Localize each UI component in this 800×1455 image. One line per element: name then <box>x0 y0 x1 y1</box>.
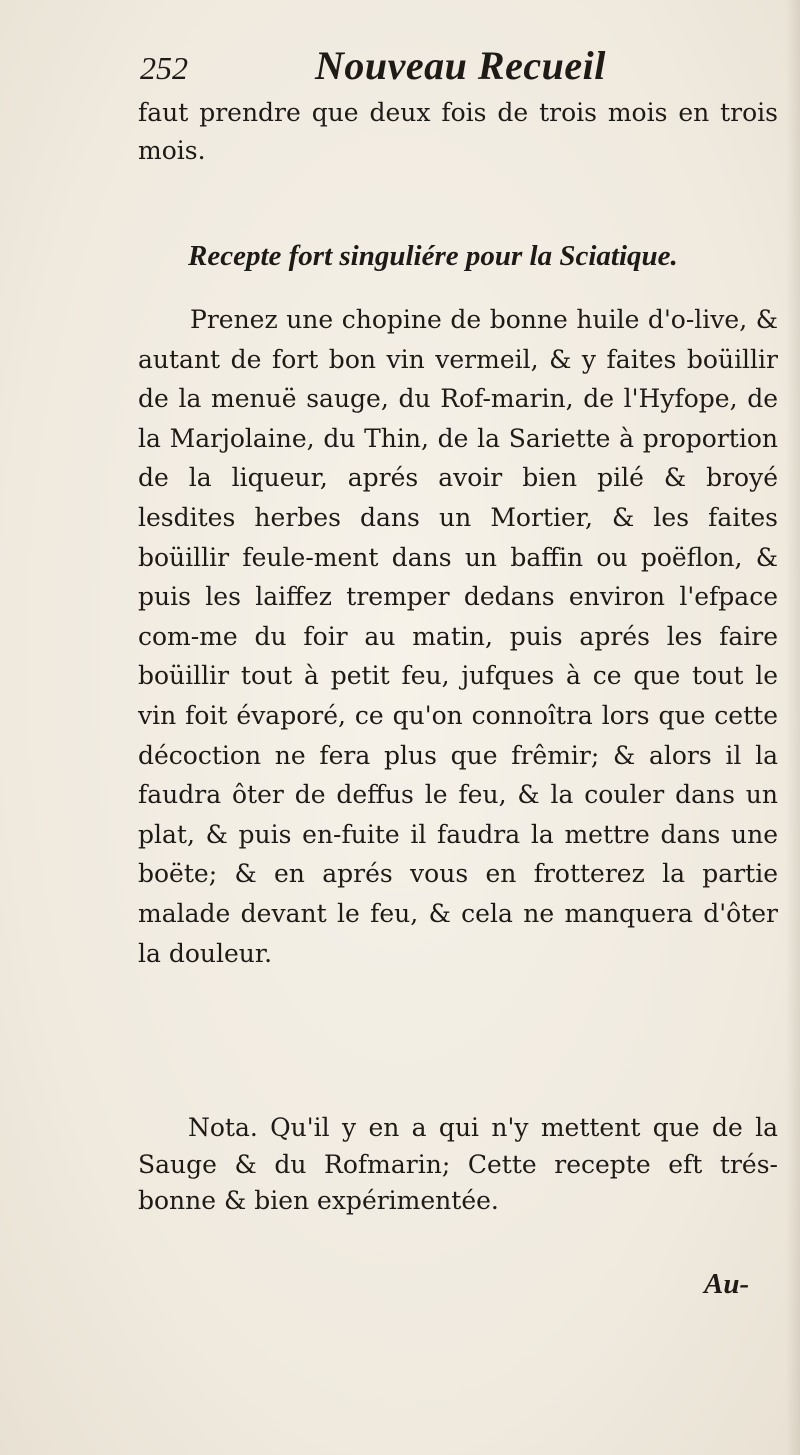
nota-paragraph: Nota. Qu'il y en a qui n'y mettent que de la Sauge & du Rofmarin; Cette recepte eft trés-bonne & bien expérimentée. <box>138 1113 778 1215</box>
page-number: 252 <box>140 50 188 86</box>
page-header <box>140 42 780 94</box>
recipe-heading: Recepte fort singuliére pour la Sciatique. <box>188 240 678 272</box>
intro-paragraph: faut prendre que deux fois de trois mois en trois mois. <box>138 98 778 165</box>
page-edge-shadow <box>786 0 800 1455</box>
recipe-body-paragraph: Prenez une chopine de bonne huile d'o-live, & autant de fort bon vin vermeil, & y faites boüillir de la menuë sauge, du Rof-marin, de l'Hyfope, de la Marjolaine, du Thin, de la Sariette à proportion de la liqueur, aprés avoir bien pilé & broyé lesdites herbes dans un Mortier, & les faites boüillir feule-ment dans un baffin ou poëflon, & puis les laiffez tremper dedans environ l'efpace com-me du foir au matin, puis aprés les faire boüillir tout à petit feu, jufques à ce que tout le vin foit évaporé, ce qu'on connoîtra lors que cette décoction ne fera plus que frêmir; & alors il la faudra ôter de deffus le feu, & la couler dans un plat, & puis en-fuite il faudra la mettre dans une boëte; & en aprés vous en frotterez la partie malade devant le feu, & cela ne manquera d'ôter la douleur. <box>138 305 778 968</box>
running-title: Nouveau Recueil <box>315 43 606 88</box>
catchword: Au- <box>704 1268 750 1300</box>
